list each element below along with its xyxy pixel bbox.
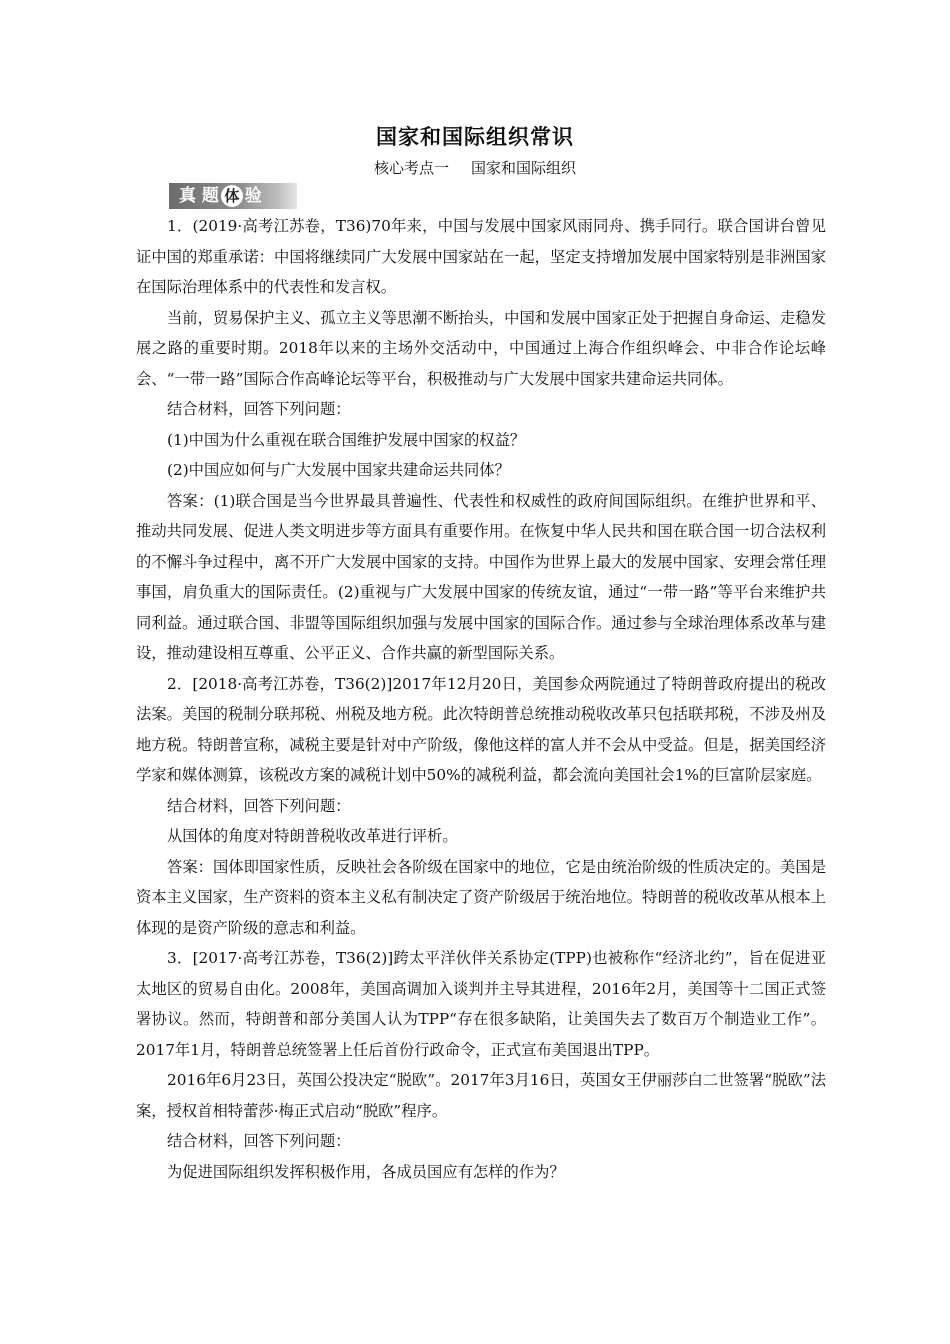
banner-char: 验 [244,186,262,206]
banner-char: 题 [201,186,219,206]
section-subtitle [0,157,950,178]
answer-paragraph: 答案：国体即国家性质，反映社会各阶级在国家中的地位，它是由统治阶级的性质决定的。美国是资本主义国家，生产资料的资本主义私有制决定了资产阶级居于统治地位。特朗普的税收改革从根本上体现的是资产阶级的意志和利益。 [136,857,826,937]
answer-paragraph: 答案：(1)联合国是当今世界最具普遍性、代表性和权威性的政府间国际组织。在维护世界和平、推动共同发展、促进人类文明进步等方面具有重要作用。在恢复中华人民共和国在联合国一切合法权利的不懈斗争过程中，离不开广大发展中国家的支持。中国作为世界上最大的发展中国家、安理会常任理事国，肩负重大的国际责任。(2)重视与广大发展中国家的传统友谊，通过“一带一路”等平台来维护共同利益。通过联合国、非盟等国际组织加强与发展中国家的国际合作。通过参与全球治理体系改革与建设，推动建设相互尊重、公平正义、合作共赢的新型国际关系。 [136,491,826,662]
page-title: 国家和国际组织常识 [376,125,574,149]
instruction-text: 结合材料，回答下列问题： [167,796,351,815]
sub-question: 从国体的角度对特朗普税收改革进行评析。 [167,827,458,845]
subtitle-part-2: 国家和国际组织 [471,159,577,177]
instruction-text: 结合材料，回答下列问题： [167,1132,351,1150]
subtitle-part-1: 核心考点一 [373,159,449,177]
sub-question: (2)中国应如何与广大发展中国家共建命运共同体？ [167,461,510,479]
banner-label [179,185,262,207]
question-1-paragraph: 1．(2019·高考江苏卷，T36)70年来，中国与发展中国家风雨同舟、携手同行。联合国讲台曾见证中国的郑重承诺：中国将继续同广大发展中国家站在一起，坚定支持增加发展中国家特别是非洲国家在国际治理体系中的代表性和发言权。 [136,217,826,296]
question-3-material: 2016年6月23日，英国公投决定“脱欧”。2017年3月16日，英国女王伊丽莎白二世签署“脱欧”法案，授权首相特蕾莎·梅正式启动“脱欧”程序。 [136,1071,826,1120]
sub-question: (1)中国为什么重视在联合国维护发展中国家的权益？ [167,430,526,449]
document-body [136,211,826,1187]
question-3-paragraph: 3．[2017·高考江苏卷，T36(2)]跨太平洋伙伴关系协定(TPP)也被称作“经济北约”，旨在促进亚太地区的贸易自由化。2008年，美国高调加入谈判并主导其进程，2016年2月，美国等十二国正式签署协议。然而，特朗普和部分美国人认为TPP“存在很多缺陷，让美国失去了数百万个制造业工作”。2017年1月，特朗普总统签署上任后首份行政命令，正式宣布美国退出TPP。 [136,949,826,1059]
sub-question: 为促进国际组织发挥积极作用，各成员国应有怎样的作为？ [167,1162,565,1181]
instruction-text: 结合材料，回答下列问题： [167,400,351,418]
question-1-material: 当前，贸易保护主义、孤立主义等思潮不断抬头，中国和发展中国家正处于把握自身命运、走稳发展之路的重要时期。2018年以来的主场外交活动中，中国通过上海合作组织峰会、中非合作论坛峰会、“一带一路”国际合作高峰论坛等平台，积极推动与广大发展中国家共建命运共同体。 [136,308,826,388]
section-banner [169,183,297,209]
banner-circle-char: 体 [221,185,243,207]
question-2-paragraph: 2．[2018·高考江苏卷，T36(2)]2017年12月20日，美国参众两院通过了特朗普政府提出的税改法案。美国的税制分联邦税、州税及地方税。此次特朗普总统推动税收改革只包括联邦税，不涉及州及地方税。特朗普宣称，减税主要是针对中产阶级，像他这样的富人并不会从中受益。但是，据美国经济学家和媒体测算，该税改方案的减税计划中50%的减税利益，都会流向美国社会1%的巨富阶层家庭。 [136,674,826,784]
banner-char: 真 [179,186,196,206]
